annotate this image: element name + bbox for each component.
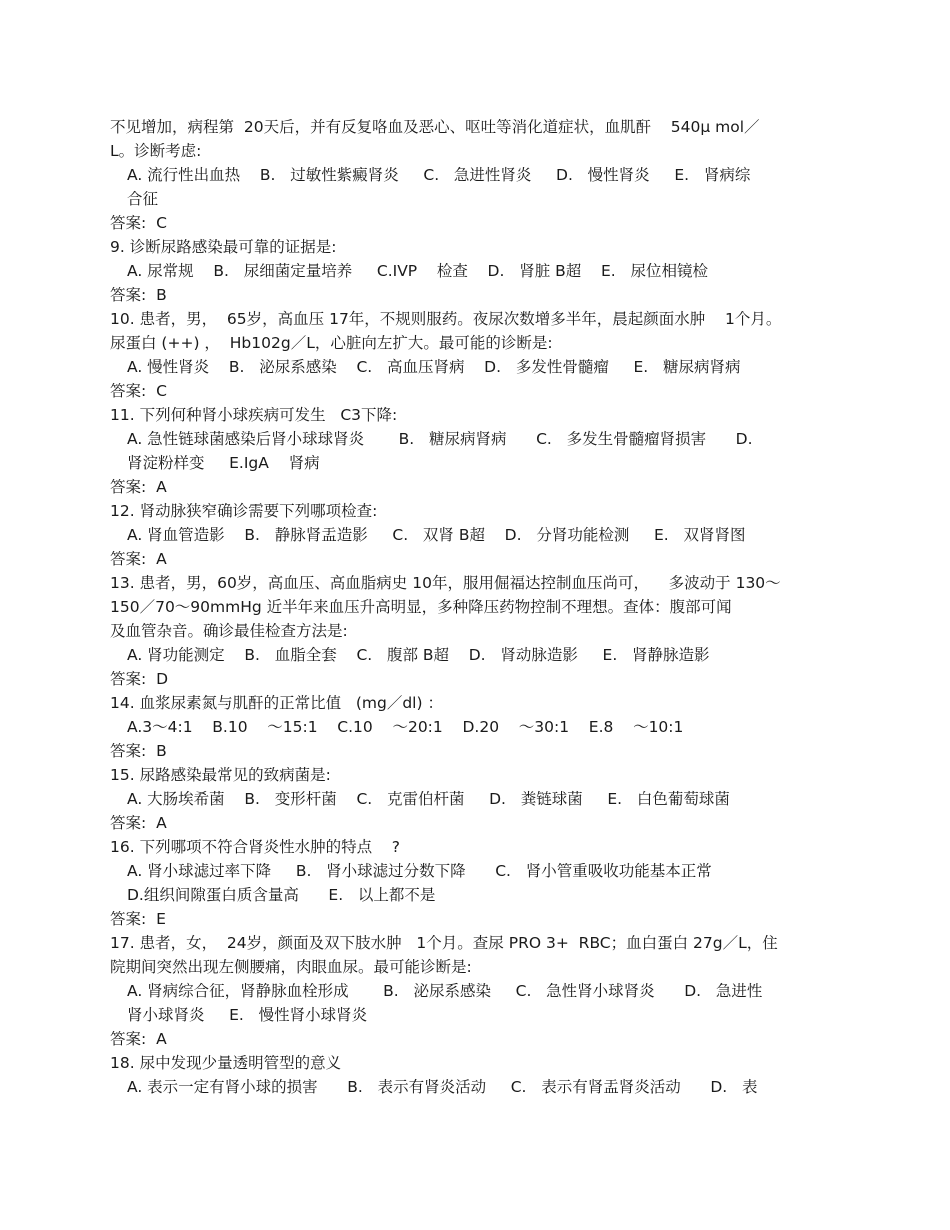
text-line: 答案: E (110, 910, 166, 928)
text-line: 答案: A (110, 550, 167, 568)
text-line: 17. 患者，女， 24岁，颜面及双下肢水肿 1个月。查尿 PRO 3+ RBC；血白蛋白 27g／L，住 (110, 934, 778, 952)
answer-options-continued: 肾淀粉样变 E.IgA 肾病 (127, 454, 320, 472)
text-line: 答案: C (110, 382, 167, 400)
text-line: 答案: A (110, 1030, 167, 1048)
text-line: 答案: B (110, 286, 167, 304)
text-line: 答案: C (110, 214, 167, 232)
answer-options: A. 流行性出血热 B. 过敏性紫癜肾炎 C. 急进性肾炎 D. 慢性肾炎 E. 肾病综 (127, 166, 751, 184)
text-line: 答案: A (110, 478, 167, 496)
answer-options: A. 肾功能测定 B. 血脂全套 C. 腹部 B超 D. 肾动脉造影 E. 肾静脉造影 (127, 646, 710, 664)
text-line: 16. 下列哪项不符合肾炎性水肿的特点 ? (110, 838, 401, 856)
text-line: 14. 血浆尿素氮与肌酐的正常比值 (mg／dl) ： (110, 694, 443, 712)
text-line: 不见增加，病程第 20天后，并有反复咯血及恶心、呕吐等消化道症状，血肌酐 540μ mol／ (110, 118, 760, 136)
answer-options: A. 慢性肾炎 B. 泌尿系感染 C. 高血压肾病 D. 多发性骨髓瘤 E. 糖尿病肾病 (127, 358, 741, 376)
answer-options: A. 急性链球菌感染后肾小球球肾炎 B. 糖尿病肾病 C. 多发生骨髓瘤肾损害 D. (127, 430, 753, 448)
answer-options: A. 尿常规 B. 尿细菌定量培养 C.IVP 检查 D. 肾脏 B超 E. 尿位相镜检 (127, 262, 708, 280)
answer-options: A. 大肠埃希菌 B. 变形杆菌 C. 克雷伯杆菌 D. 粪链球菌 E. 白色葡萄球菌 (127, 790, 730, 808)
text-line: 13. 患者，男，60岁，高血压、高血脂病史 10年，服用倔福达控制血压尚可， 多波动于 130～ (110, 574, 781, 592)
answer-options: D.组织间隙蛋白质含量高 E. 以上都不是 (127, 886, 436, 904)
text-line: 答案: A (110, 814, 167, 832)
text-line: 答案: B (110, 742, 167, 760)
text-line: 院期间突然出现左侧腰痛，肉眼血尿。最可能诊断是: (110, 958, 472, 976)
answer-options: A. 肾血管造影 B. 静脉肾盂造影 C. 双肾 B超 D. 分肾功能检测 E. 双肾肾图 (127, 526, 746, 544)
text-line: 12. 肾动脉狭窄确诊需要下列哪项检查: (110, 502, 378, 520)
answer-options: A. 表示一定有肾小球的损害 B. 表示有肾炎活动 C. 表示有肾盂肾炎活动 D. 表 (127, 1078, 758, 1096)
text-line: 18. 尿中发现少量透明管型的意义 (110, 1054, 342, 1072)
answer-options-continued: 合征 (127, 190, 159, 208)
text-line: 及血管杂音。确诊最佳检查方法是: (110, 622, 348, 640)
text-line: 15. 尿路感染最常见的致病菌是: (110, 766, 331, 784)
answer-options: A. 肾病综合征，肾静脉血栓形成 B. 泌尿系感染 C. 急性肾小球肾炎 D. 急进性 (127, 982, 763, 1000)
text-line: L。诊断考虑: (110, 142, 202, 160)
answer-options: A.3～4:1 B.10 ～15:1 C.10 ～20:1 D.20 ～30:1 E.8 ～10:1 (127, 718, 684, 736)
text-line: 9. 诊断尿路感染最可靠的证据是: (110, 238, 337, 256)
text-line: 尿蛋白 (++) ， Hb102g／L，心脏向左扩大。最可能的诊断是: (110, 334, 553, 352)
text-line: 答案: D (110, 670, 169, 688)
text-line: 10. 患者，男， 65岁，高血压 17年，不规则服药。夜尿次数增多半年，晨起颜面水肿 1个月。 (110, 310, 782, 328)
document-page (110, 115, 840, 1099)
answer-options: A. 肾小球滤过率下降 B. 肾小球滤过分数下降 C. 肾小管重吸收功能基本正常 (127, 862, 712, 880)
text-line: 150／70～90mmHg 近半年来血压升高明显，多种降压药物控制不理想。查体：腹部可闻 (110, 598, 732, 616)
text-line: 11. 下列何种肾小球疾病可发生 C3下降: (110, 406, 398, 424)
answer-options-continued: 肾小球肾炎 E. 慢性肾小球肾炎 (127, 1006, 368, 1024)
